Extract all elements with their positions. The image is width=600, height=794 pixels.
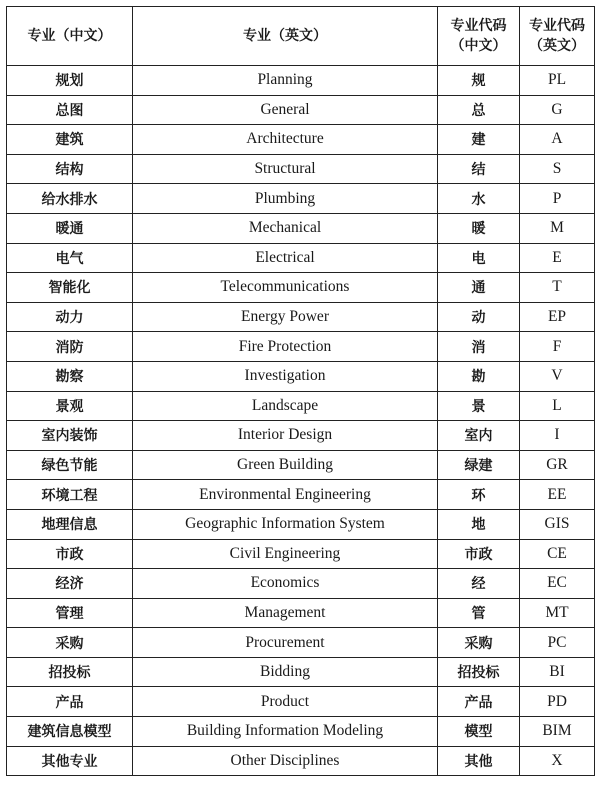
discipline-code-table-container — [6, 6, 594, 776]
cell-discipline-zh: 总图 — [7, 95, 133, 125]
cell-discipline-zh: 环境工程 — [7, 480, 133, 510]
cell-code-zh: 市政 — [438, 539, 520, 569]
cell-discipline-zh: 地理信息 — [7, 509, 133, 539]
cell-code-en: GIS — [520, 509, 595, 539]
cell-code-en: M — [520, 213, 595, 243]
cell-discipline-zh: 结构 — [7, 154, 133, 184]
table-row — [7, 628, 595, 658]
cell-code-en: G — [520, 95, 595, 125]
table-row — [7, 184, 595, 214]
cell-code-en: PD — [520, 687, 595, 717]
cell-discipline-en: Mechanical — [133, 213, 438, 243]
cell-code-en: MT — [520, 598, 595, 628]
cell-code-en: BIM — [520, 717, 595, 747]
cell-discipline-en: Geographic Information System — [133, 509, 438, 539]
cell-discipline-en: Green Building — [133, 450, 438, 480]
table-row — [7, 125, 595, 155]
cell-discipline-en: Investigation — [133, 361, 438, 391]
cell-code-zh: 管 — [438, 598, 520, 628]
cell-discipline-en: Landscape — [133, 391, 438, 421]
table-row — [7, 450, 595, 480]
cell-discipline-zh: 室内装饰 — [7, 421, 133, 451]
cell-code-en: PL — [520, 66, 595, 96]
cell-code-zh: 绿建 — [438, 450, 520, 480]
cell-code-en: CE — [520, 539, 595, 569]
cell-code-zh: 经 — [438, 569, 520, 599]
cell-code-en: F — [520, 332, 595, 362]
table-row — [7, 569, 595, 599]
header-code-en-line2: （英文） — [529, 38, 585, 54]
table-row — [7, 687, 595, 717]
cell-code-zh: 采购 — [438, 628, 520, 658]
cell-code-en: I — [520, 421, 595, 451]
table-row — [7, 657, 595, 687]
cell-code-zh: 勘 — [438, 361, 520, 391]
cell-code-zh: 景 — [438, 391, 520, 421]
cell-code-zh: 水 — [438, 184, 520, 214]
cell-discipline-en: Energy Power — [133, 302, 438, 332]
cell-code-en: S — [520, 154, 595, 184]
cell-code-en: EC — [520, 569, 595, 599]
cell-discipline-zh: 电气 — [7, 243, 133, 273]
table-row — [7, 66, 595, 96]
cell-discipline-en: Electrical — [133, 243, 438, 273]
cell-code-en: V — [520, 361, 595, 391]
table-row — [7, 539, 595, 569]
discipline-code-table — [6, 6, 595, 776]
cell-code-zh: 模型 — [438, 717, 520, 747]
cell-discipline-en: Procurement — [133, 628, 438, 658]
cell-discipline-en: Building Information Modeling — [133, 717, 438, 747]
cell-discipline-zh: 勘察 — [7, 361, 133, 391]
table-row — [7, 421, 595, 451]
cell-code-en: PC — [520, 628, 595, 658]
header-code-zh-line2: （中文） — [450, 38, 507, 54]
cell-code-en: GR — [520, 450, 595, 480]
cell-code-en: P — [520, 184, 595, 214]
cell-discipline-zh: 经济 — [7, 569, 133, 599]
cell-discipline-zh: 建筑信息模型 — [7, 717, 133, 747]
header-code-zh-line1: 专业代码 — [450, 18, 507, 34]
cell-code-en: L — [520, 391, 595, 421]
cell-discipline-en: Product — [133, 687, 438, 717]
table-row — [7, 302, 595, 332]
cell-discipline-zh: 规划 — [7, 66, 133, 96]
cell-code-zh: 总 — [438, 95, 520, 125]
cell-discipline-en: Interior Design — [133, 421, 438, 451]
header-code-zh — [438, 7, 520, 66]
cell-code-zh: 室内 — [438, 421, 520, 451]
cell-discipline-en: Civil Engineering — [133, 539, 438, 569]
cell-discipline-zh: 产品 — [7, 687, 133, 717]
cell-discipline-zh: 给水排水 — [7, 184, 133, 214]
cell-code-en: EE — [520, 480, 595, 510]
table-row — [7, 154, 595, 184]
cell-discipline-en: Plumbing — [133, 184, 438, 214]
cell-discipline-zh: 消防 — [7, 332, 133, 362]
header-discipline-zh: 专业（中文） — [7, 7, 133, 66]
header-code-en — [520, 7, 595, 66]
cell-code-zh: 结 — [438, 154, 520, 184]
cell-code-zh: 产品 — [438, 687, 520, 717]
table-row — [7, 509, 595, 539]
table-row — [7, 746, 595, 776]
header-code-en-line1: 专业代码 — [529, 18, 585, 34]
cell-discipline-zh: 管理 — [7, 598, 133, 628]
cell-code-zh: 规 — [438, 66, 520, 96]
cell-discipline-en: Other Disciplines — [133, 746, 438, 776]
cell-discipline-en: Management — [133, 598, 438, 628]
table-row — [7, 95, 595, 125]
cell-discipline-zh: 绿色节能 — [7, 450, 133, 480]
cell-code-zh: 其他 — [438, 746, 520, 776]
cell-code-zh: 招投标 — [438, 657, 520, 687]
table-row — [7, 273, 595, 303]
cell-code-en: BI — [520, 657, 595, 687]
table-row — [7, 391, 595, 421]
cell-code-en: E — [520, 243, 595, 273]
cell-discipline-zh: 采购 — [7, 628, 133, 658]
cell-discipline-en: Environmental Engineering — [133, 480, 438, 510]
cell-code-zh: 消 — [438, 332, 520, 362]
cell-code-zh: 地 — [438, 509, 520, 539]
cell-discipline-en: Planning — [133, 66, 438, 96]
cell-code-zh: 动 — [438, 302, 520, 332]
cell-code-zh: 环 — [438, 480, 520, 510]
cell-discipline-zh: 建筑 — [7, 125, 133, 155]
cell-code-en: A — [520, 125, 595, 155]
cell-code-zh: 建 — [438, 125, 520, 155]
cell-discipline-en: Fire Protection — [133, 332, 438, 362]
cell-code-en: EP — [520, 302, 595, 332]
cell-code-en: T — [520, 273, 595, 303]
table-body — [7, 66, 595, 776]
cell-discipline-en: Bidding — [133, 657, 438, 687]
cell-discipline-zh: 招投标 — [7, 657, 133, 687]
cell-discipline-en: Telecommunications — [133, 273, 438, 303]
cell-discipline-en: Economics — [133, 569, 438, 599]
cell-discipline-zh: 暖通 — [7, 213, 133, 243]
cell-discipline-en: Structural — [133, 154, 438, 184]
table-row — [7, 480, 595, 510]
header-discipline-en: 专业（英文） — [133, 7, 438, 66]
table-row — [7, 243, 595, 273]
cell-discipline-en: Architecture — [133, 125, 438, 155]
table-row — [7, 213, 595, 243]
cell-discipline-zh: 动力 — [7, 302, 133, 332]
cell-code-en: X — [520, 746, 595, 776]
cell-discipline-zh: 智能化 — [7, 273, 133, 303]
table-row — [7, 332, 595, 362]
cell-discipline-zh: 景观 — [7, 391, 133, 421]
table-row — [7, 361, 595, 391]
table-row — [7, 598, 595, 628]
cell-discipline-zh: 其他专业 — [7, 746, 133, 776]
cell-code-zh: 通 — [438, 273, 520, 303]
cell-discipline-zh: 市政 — [7, 539, 133, 569]
table-header-row — [7, 7, 595, 66]
cell-code-zh: 电 — [438, 243, 520, 273]
cell-discipline-en: General — [133, 95, 438, 125]
cell-code-zh: 暖 — [438, 213, 520, 243]
table-row — [7, 717, 595, 747]
